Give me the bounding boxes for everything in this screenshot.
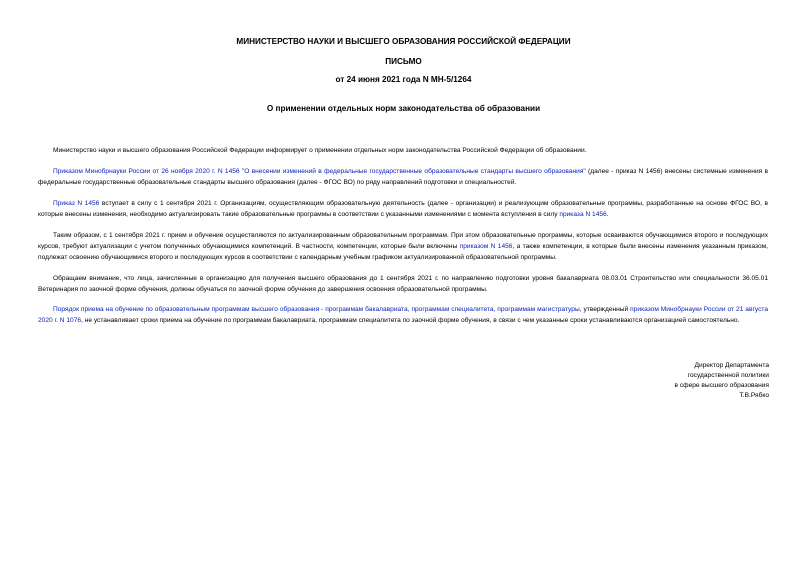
signature-block <box>675 361 769 401</box>
paragraph-text: , утвержденный <box>579 306 631 313</box>
signature-name: Т.В.Рябко <box>739 392 769 399</box>
ministry-title: МИНИСТЕРСТВО НАУКИ И ВЫСШЕГО ОБРАЗОВАНИЯ РОССИЙСКОЙ ФЕДЕРАЦИИ <box>236 37 571 46</box>
link-order-1456[interactable]: Приказом Минобрнауки России от 26 ноября 2020 г. N 1456 "О внесении изменений в федеральные государственные образовательные стандарты высшего образования" <box>53 168 586 175</box>
paragraph-actualized-programs <box>38 230 768 263</box>
paragraph-entry-into-force <box>38 198 768 220</box>
paragraph-text: , а также компетенции, в которые были внесены изменения указанным приказом, подлежат освоению обучающимися второго и последующих курсов в соответствии с календарным учебным графиком актуализированной образовательной программы. <box>38 243 768 261</box>
paragraph-text: Таким образом, с 1 сентября 2021 г. прием и обучение осуществляются по актуализированным образовательным программам. При этом образовательные программы, которые осваиваются обучающимися второго и последующих курсов, требуют актуализации с учетом полученных обучающимися компетенций. В частности, компетенции, которые были включены <box>38 232 768 250</box>
link-order-1456-short[interactable]: Приказ N 1456 <box>53 200 100 207</box>
paragraph-intro: Министерство науки и высшего образования Российской Федерации информирует о применении отдельных норм законодательства Российской Федерации об образовании. <box>53 147 587 154</box>
link-admission-procedure[interactable]: Порядок приема на обучение по образовательным программам высшего образования - программам бакалавриата, программам специалитета, программам магистратуры <box>53 306 580 313</box>
signature-position-1: Директор Департамента <box>694 362 769 369</box>
link-order-1076[interactable]: приказом Минобрнауки России от 21 августа 2020 г. N 1076 <box>38 306 768 324</box>
document-date-number: от 24 июня 2021 года N МН-5/1264 <box>335 75 472 84</box>
paragraph-text: (далее - приказ N 1456) внесены системные изменения в федеральные государственные образовательные стандарты высшего образования (далее - ФГОС ВО) по ряду направлений подготовки и специальностей. <box>38 168 769 186</box>
paragraph-text: вступает в силу с 1 сентября 2021 г. Организациям, осуществляющим образовательную деятельность (далее - организации) и реализующим образовательные программы, разработанные на основе ФГОС ВО, в которые внесены изменения, необходимо актуализировать такие образовательные программы в соответствии с указанными изменениями с момента вступления в силу <box>38 200 768 218</box>
signature-position-2: государственной политики <box>687 372 769 379</box>
paragraph-admission-procedure <box>38 304 768 326</box>
paragraph-text: . <box>606 211 609 218</box>
signature-position-3: в сфере высшего образования <box>674 382 769 389</box>
link-order-1456-instrumental[interactable]: приказом N 1456 <box>459 243 513 250</box>
paragraph-distance-learning: Обращаем внимание, что лица, зачисленные в организацию для получения высшего образования до 1 сентября 2021 г. по направлению подготовки уровня бакалавриата 08.03.01 Строительство или специальности 36.05.01 Ветеринария по заочной форме обучения, должны обучаться по заочной форме обучения до завершения освоения образовательной программы. <box>38 275 768 293</box>
document-subject: О применении отдельных норм законодательства об образовании <box>266 104 541 113</box>
paragraph-text: , не устанавливает сроки приема на обучение по программам бакалавриата, программам специалитета по заочной форме обучения, в связи с чем указанные сроки устанавливаются организацией самостоятельно. <box>81 317 740 324</box>
paragraph-order-1456 <box>38 166 768 188</box>
document-type: ПИСЬМО <box>385 57 422 66</box>
link-order-1456-genitive[interactable]: приказа N 1456 <box>559 211 607 218</box>
